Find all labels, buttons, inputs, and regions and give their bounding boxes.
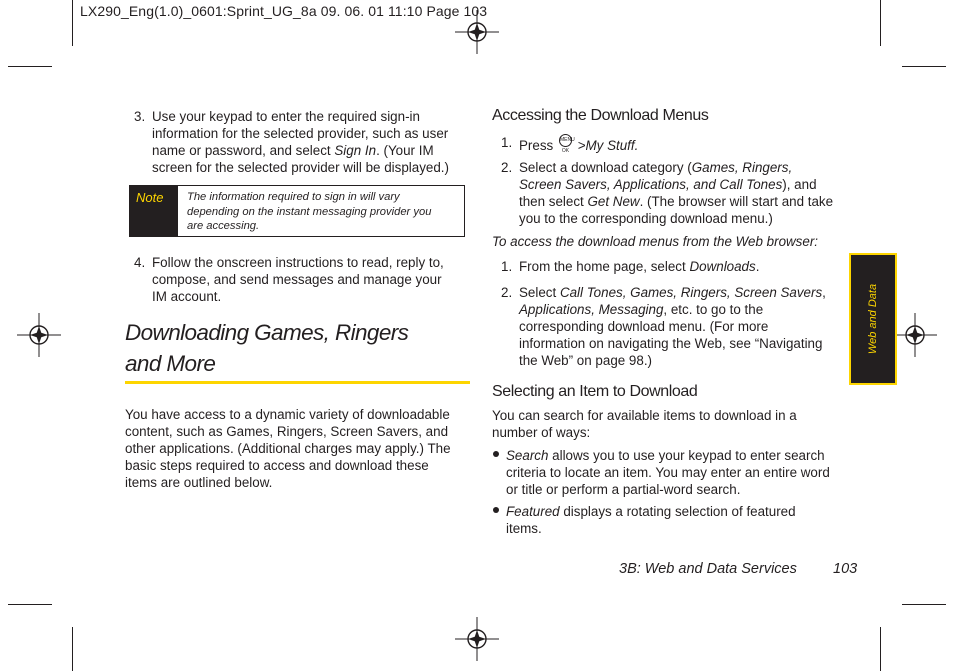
note-text [187,190,459,234]
text-line: Follow the onscreen instructions to read, reply to, [152,255,444,270]
text-span: displays a rotating selection of featured [559,504,796,519]
text-line: items. [506,521,542,536]
step-number: 1. [501,259,513,274]
text-span: name or password, and select [152,143,335,158]
text-line: Use your keypad to enter the required sign-in [152,109,420,124]
selecting-intro [492,407,837,441]
heading-selecting-item: Selecting an Item to Download [492,383,698,400]
section-title [125,318,455,379]
text-span: and [689,177,720,192]
category-term: Games, Ringers, [691,160,793,175]
text-span: Press [519,138,557,153]
text-line: are accessing. [187,220,260,232]
text-line: IM account. [152,289,222,304]
footer-section-name: 3B: Web and Data Services [619,561,797,577]
title-line: and More [125,350,216,376]
crop-mark [880,627,881,671]
side-tab-label: Web and Data [867,283,879,355]
text-line: depending on the instant messaging provider you [187,205,432,218]
step-text [519,134,839,154]
step-text [152,108,472,176]
title-underline [125,381,470,384]
category-term: Applications, Messaging [519,302,664,317]
text-span: . (Your IM [376,143,434,158]
crop-mark [72,627,73,671]
step-number: 2. [501,160,513,175]
text-span: allows you to use your keypad to enter search [548,448,825,463]
text-line: information for the selected provider, such as user [152,126,449,141]
step-text [519,159,844,227]
crop-mark [902,604,946,605]
footer-page-number: 103 [833,561,858,577]
step-number: 3. [134,109,146,124]
text-span: . (The browser will start and take [639,194,834,209]
text-line: The information required to sign in will vary [187,191,400,203]
category-term: Call Tones [719,177,783,192]
text-span: ), and [782,177,817,192]
text-line: the Web” on page 98.) [519,353,653,368]
text-line: you to the corresponding download menu.) [519,211,773,226]
web-browser-intro: To access the download menus from the Web browser: [492,234,819,249]
text-line: corresponding download menu. (For more [519,319,769,334]
registration-mark-icon [893,313,937,357]
text-line [506,447,841,464]
bullet-dot [493,451,499,457]
text-line [519,284,844,301]
text-line: You can search for available items to download in a [492,408,797,423]
crop-mark [902,66,946,67]
text-line: other applications. (Additional charges may apply.) The [125,441,451,456]
text-line [519,193,844,210]
text-span: Select [519,285,560,300]
crop-mark [8,604,52,605]
bullet-dot [493,507,499,513]
text-span: From the home page, select [519,259,690,274]
text-line: items are outlined below. [125,475,273,490]
text-line [506,503,841,520]
bullet-search [506,447,841,498]
text-line: basic steps required to access and download these [125,458,429,473]
intro-paragraph [125,406,470,491]
get-new-term: Get New [587,194,640,209]
text-span: . [755,259,760,274]
text-span: , etc. to go to the [663,302,764,317]
step-number: 1. [501,135,513,150]
crop-mark [8,66,52,67]
step-text [519,284,844,369]
text-line [152,142,472,159]
note-box [129,185,465,237]
section-side-tab [849,253,897,385]
crop-mark [72,0,73,46]
text-line [519,301,844,318]
text-span: , [822,285,826,300]
text-line: criteria to locate an item. You may enter an entire word [506,465,830,480]
text-span: Select a download category ( [519,160,692,175]
crop-mark [880,0,881,46]
my-stuff-term: >My Stuff. [573,138,639,153]
category-term: Call Tones, Games, Ringers, Screen Savers [559,285,823,300]
downloads-term: Downloads [689,259,756,274]
text-line [519,159,844,176]
heading-download-menus: Accessing the Download Menus [492,107,709,124]
registration-mark-icon [455,617,499,661]
text-line: information on navigating the Web, see “Navigating [519,336,823,351]
step-text [519,258,839,275]
text-span: then select [519,194,588,209]
text-line: content, such as Games, Ringers, Screen Savers, and [125,424,449,439]
side-tab-inner [851,255,895,383]
menu-ok-key-icon: MENU OK [559,134,572,147]
text-line: screen for the selected provider will be displayed.) [152,160,449,175]
bullet-featured [506,503,841,537]
title-line: Downloading Games, Ringers [125,320,409,345]
sign-in-term: Sign In [334,143,377,158]
print-slug: LX290_Eng(1.0)_0601:Sprint_UG_8a 09. 06. 01 11:10 Page 103 [80,3,488,19]
step-text [152,254,472,305]
step-number: 4. [134,255,146,270]
note-label: Note [130,186,178,236]
text-line: or title or perform a partial-word search. [506,482,741,497]
featured-term: Featured [506,504,560,519]
search-term: Search [506,448,549,463]
text-line: compose, and send messages and manage your [152,272,442,287]
registration-mark-icon [17,313,61,357]
text-line: number of ways: [492,425,591,440]
step-number: 2. [501,285,513,300]
text-line [519,176,844,193]
category-term: Screen Savers, Applications, [519,177,690,192]
text-line: You have access to a dynamic variety of downloadable [125,407,450,422]
